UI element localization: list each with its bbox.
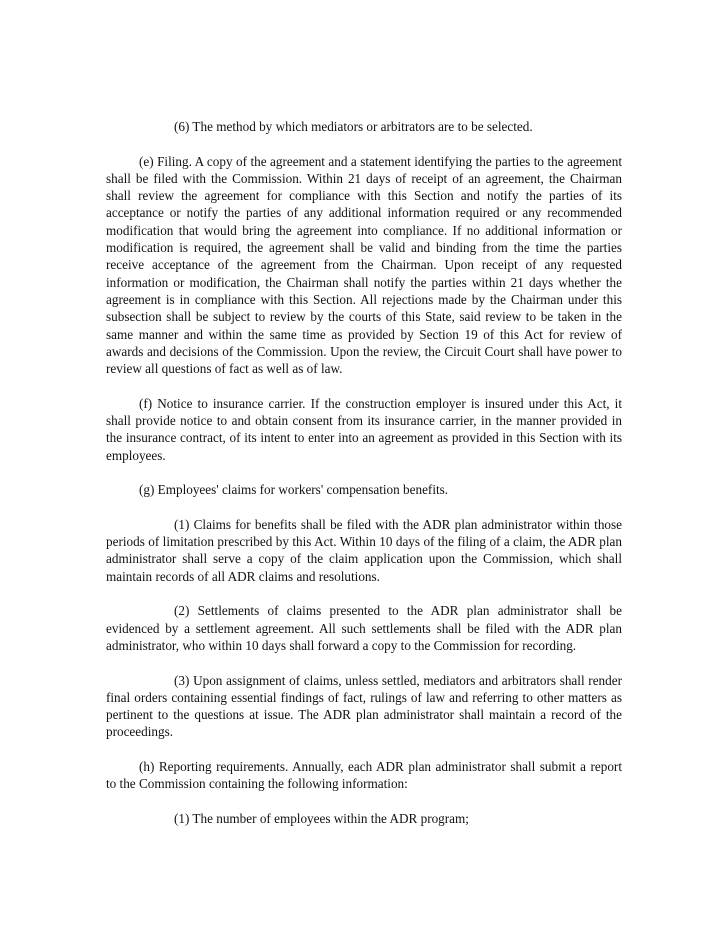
paragraph-g-employee-claims: (g) Employees' claims for workers' compensation benefits. bbox=[139, 482, 449, 498]
document-body bbox=[106, 118, 622, 844]
paragraph-h-reporting: (h) Reporting requirements. Annually, each ADR plan administrator shall submit a report to the Commission containing the following information: bbox=[106, 758, 622, 792]
paragraph-g2-settlements: (2) Settlements of claims presented to the ADR plan administrator shall be evidenced by a settlement agreement. All such settlements shall be filed with the ADR plan administrator, who within 10 days shall forward a copy to the Commission for recording. bbox=[106, 603, 622, 653]
paragraph-h1-number-employees: (1) The number of employees within the ADR program; bbox=[174, 810, 469, 826]
paragraph-item-6-selection-method: (6) The method by which mediators or arbitrators are to be selected. bbox=[174, 119, 533, 134]
paragraph-g3-final-orders: (3) Upon assignment of claims, unless settled, mediators and arbitrators shall render final orders containing essential findings of fact, rulings of law and referring to other matters as pertinent to the questions at issue. The ADR plan administrator shall maintain a record of the proceedings. bbox=[106, 672, 622, 740]
paragraph-f-notice-insurance: (f) Notice to insurance carrier. If the construction employer is insured under this Act, it shall provide notice to and obtain consent from its insurance carrier, in the manner provided in the insurance contract, of its intent to enter into an agreement as provided in this Section with its employees. bbox=[106, 395, 622, 463]
paragraph-e-filing: (e) Filing. A copy of the agreement and a statement identifying the parties to the agreement shall be filed with the Commission. Within 21 days of receipt of an agreement, the Chairman shall review the agreement for compliance with this Section and notify the parties of its acceptance or notify the parties of any additional information required or any recommended modification that would bring the agreement into compliance. If no additional information or modification is required, the agreement shall be valid and binding from the time the parties receive acceptance of the agreement from the Chairman. Upon receipt of any requested information or modification, the Chairman shall notify the parties within 21 days whether the agreement is in compliance with this Section. All rejections made by the Chairman under this subsection shall be subject to review by the courts of this State, said review to be taken in the same manner and within the same time as provided by Section 19 of this Act for review of awards and decisions of the Commission. Upon the review, the Circuit Court shall have power to review all questions of fact as well as of law. bbox=[106, 153, 622, 377]
paragraph-g1-claims-filed: (1) Claims for benefits shall be filed with the ADR plan administrator within those periods of limitation prescribed by this Act. Within 10 days of the filing of a claim, the ADR plan administrator shall serve a copy of the claim application upon the Commission, which shall maintain records of all ADR claims and resolutions. bbox=[106, 516, 622, 584]
